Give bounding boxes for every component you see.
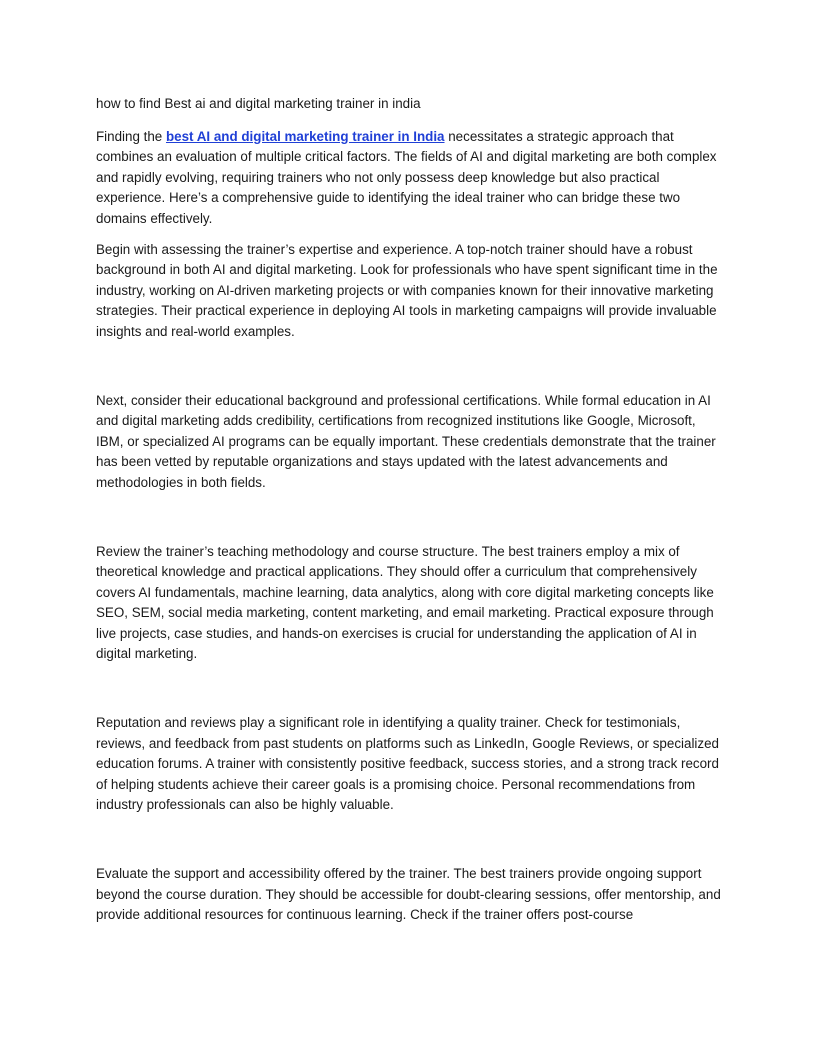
paragraph-methodology: Review the trainer’s teaching methodology and course structure. The best trainers employ a mix of theoretical knowledge and practical applications. They should offer a curriculum that comprehensively covers AI fundamentals, machine learning, data analytics, along with core digital marketing concepts like SEO, SEM, social media marketing, content marketing, and email marketing. Practical exposure through live projects, case studies, and hands-on exercises is crucial for understanding the application of AI in digital marketing.: [96, 543, 714, 662]
intro-text-before-link: Finding the: [96, 128, 166, 144]
document-title: how to find Best ai and digital marketing trainer in india: [96, 96, 421, 111]
paragraph-reputation: Reputation and reviews play a significant role in identifying a quality trainer. Check for testimonials, reviews, and feedback from past students on platforms such as LinkedIn, Google Reviews, or specialized education forums. A trainer with consistently positive feedback, success stories, and a strong track record of helping students achieve their career goals is a promising choice. Personal recommendations from industry professionals can also be highly valuable.: [96, 715, 719, 813]
paragraph-education: Next, consider their educational background and professional certifications. While formal education in AI and digital marketing adds credibility, certifications from recognized institutions like Google, Microsoft, IBM, or specialized AI programs can be equally important. These credentials demonstrate that the trainer has been vetted by reputable organizations and stays updated with the latest advancements and methodologies in both fields.: [96, 392, 716, 490]
trainer-link[interactable]: best AI and digital marketing trainer in India: [165, 128, 445, 144]
document-page: [96, 94, 726, 926]
intro-paragraph: [96, 127, 726, 230]
paragraph-expertise: Begin with assessing the trainer’s expertise and experience. A top-notch trainer should have a robust background in both AI and digital marketing. Look for professionals who have spent significant time in the industry, working on AI-driven marketing projects or with companies known for their innovative marketing strategies. Their practical experience in deploying AI tools in marketing campaigns will provide invaluable insights and real-world examples.: [96, 241, 718, 339]
paragraph-support: Evaluate the support and accessibility offered by the trainer. The best trainers provide ongoing support beyond the course duration. They should be accessible for doubt-clearing sessions, offer mentorship, and provide additional resources for continuous learning. Check if the trainer offers post-course: [96, 866, 721, 923]
intro-text-after-link: necessitates a strategic approach that combines an evaluation of multiple critical factors. The fields of AI and digital marketing are both complex and rapidly evolving, requiring trainers who not only possess deep knowledge but also practical experience. Here’s a comprehensive guide to identifying the ideal trainer who can bridge these two domains effectively.: [96, 128, 717, 226]
